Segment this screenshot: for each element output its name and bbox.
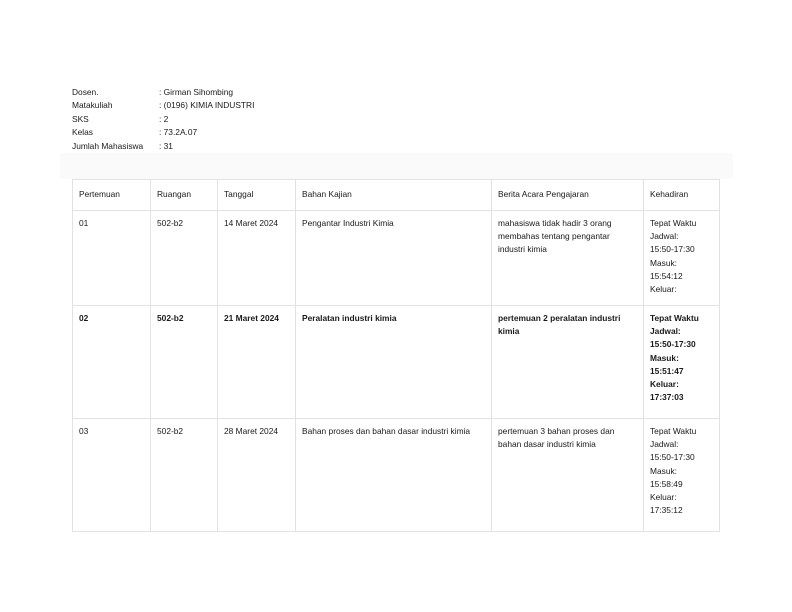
info-value: : 73.2A.07 [159, 127, 198, 138]
info-row-jumlah-mahasiswa [72, 140, 254, 153]
column-header-ruangan: Ruangan [151, 180, 218, 211]
header-band [60, 153, 733, 179]
column-header-berita-acara: Berita Acara Pengajaran [492, 180, 644, 211]
info-label: Matakuliah [72, 100, 113, 111]
table-row [73, 419, 720, 532]
kehadiran-jadwal: 15:50-17:30 [650, 452, 695, 463]
cell-berita-acara: pertemuan 3 bahan proses dan bahan dasar industri kimia [492, 419, 644, 532]
table-row [73, 211, 720, 306]
info-label: Dosen. [72, 87, 99, 97]
kehadiran-masuk: 15:51:47 [650, 365, 684, 376]
cell-bahan-kajian: Peralatan industri kimia [296, 306, 492, 419]
kehadiran-jadwal: 15:50-17:30 [650, 244, 695, 255]
kehadiran-keluar: 17:37:03 [650, 392, 684, 403]
column-header-bahan-kajian: Bahan Kajian [296, 180, 492, 211]
kehadiran-status: Tepat Waktu [650, 313, 699, 323]
cell-ruangan: 502-b2 [151, 419, 218, 532]
column-header-kehadiran: Kehadiran [644, 180, 720, 211]
cell-tanggal: 14 Maret 2024 [218, 211, 296, 306]
info-row-kelas [72, 126, 254, 139]
cell-berita-acara: pertemuan 2 peralatan industri kimia [492, 306, 644, 419]
cell-tanggal: 28 Maret 2024 [218, 419, 296, 532]
kehadiran-keluar-label: Keluar: [650, 284, 677, 295]
kehadiran-keluar-label: Keluar: [650, 379, 679, 390]
column-header-tanggal: Tanggal [218, 180, 296, 211]
info-row-matakuliah [72, 99, 254, 112]
kehadiran-jadwal-label: Jadwal: [650, 231, 679, 242]
kehadiran-keluar-label: Keluar: [650, 492, 677, 503]
kehadiran-masuk-label: Masuk: [650, 352, 679, 363]
kehadiran-masuk-label: Masuk: [650, 465, 677, 476]
kehadiran-masuk: 15:54:12 [650, 270, 683, 281]
kehadiran-masuk: 15:58:49 [650, 478, 683, 489]
attendance-table [72, 179, 720, 532]
kehadiran-status: Tepat Waktu [650, 218, 697, 228]
cell-tanggal: 21 Maret 2024 [218, 306, 296, 419]
info-value: : Girman Sihombing [159, 87, 234, 97]
info-value: : (0196) KIMIA INDUSTRI [159, 100, 255, 111]
kehadiran-jadwal: 15:50-17:30 [650, 339, 696, 350]
cell-kehadiran [644, 419, 720, 532]
cell-bahan-kajian: Pengantar Industri Kimia [296, 211, 492, 306]
cell-bahan-kajian: Bahan proses dan bahan dasar industri kimia [296, 419, 492, 532]
info-label: Jumlah Mahasiswa [72, 140, 144, 151]
cell-pertemuan: 02 [73, 306, 151, 419]
column-header-pertemuan: Pertemuan [73, 180, 151, 211]
cell-pertemuan: 01 [73, 211, 151, 306]
kehadiran-jadwal-label: Jadwal: [650, 439, 679, 450]
kehadiran-masuk-label: Masuk: [650, 257, 677, 268]
cell-ruangan: 502-b2 [151, 211, 218, 306]
cell-berita-acara: mahasiswa tidak hadir 3 orang membahas tentang pengantar industri kimia [492, 211, 644, 306]
info-label: SKS [72, 113, 89, 124]
table-header-row [73, 180, 720, 211]
cell-pertemuan: 03 [73, 419, 151, 532]
cell-kehadiran [644, 306, 720, 419]
info-label: Kelas [72, 127, 93, 138]
cell-ruangan: 502-b2 [151, 306, 218, 419]
table-row [73, 306, 720, 419]
kehadiran-status: Tepat Waktu [650, 426, 697, 436]
info-row-dosen [72, 86, 254, 99]
info-value: : 2 [159, 113, 169, 124]
info-value: : 31 [159, 140, 173, 151]
info-row-sks [72, 113, 254, 126]
course-info [72, 86, 254, 153]
kehadiran-keluar: 17:35:12 [650, 505, 683, 516]
cell-kehadiran [644, 211, 720, 306]
kehadiran-jadwal-label: Jadwal: [650, 326, 681, 337]
